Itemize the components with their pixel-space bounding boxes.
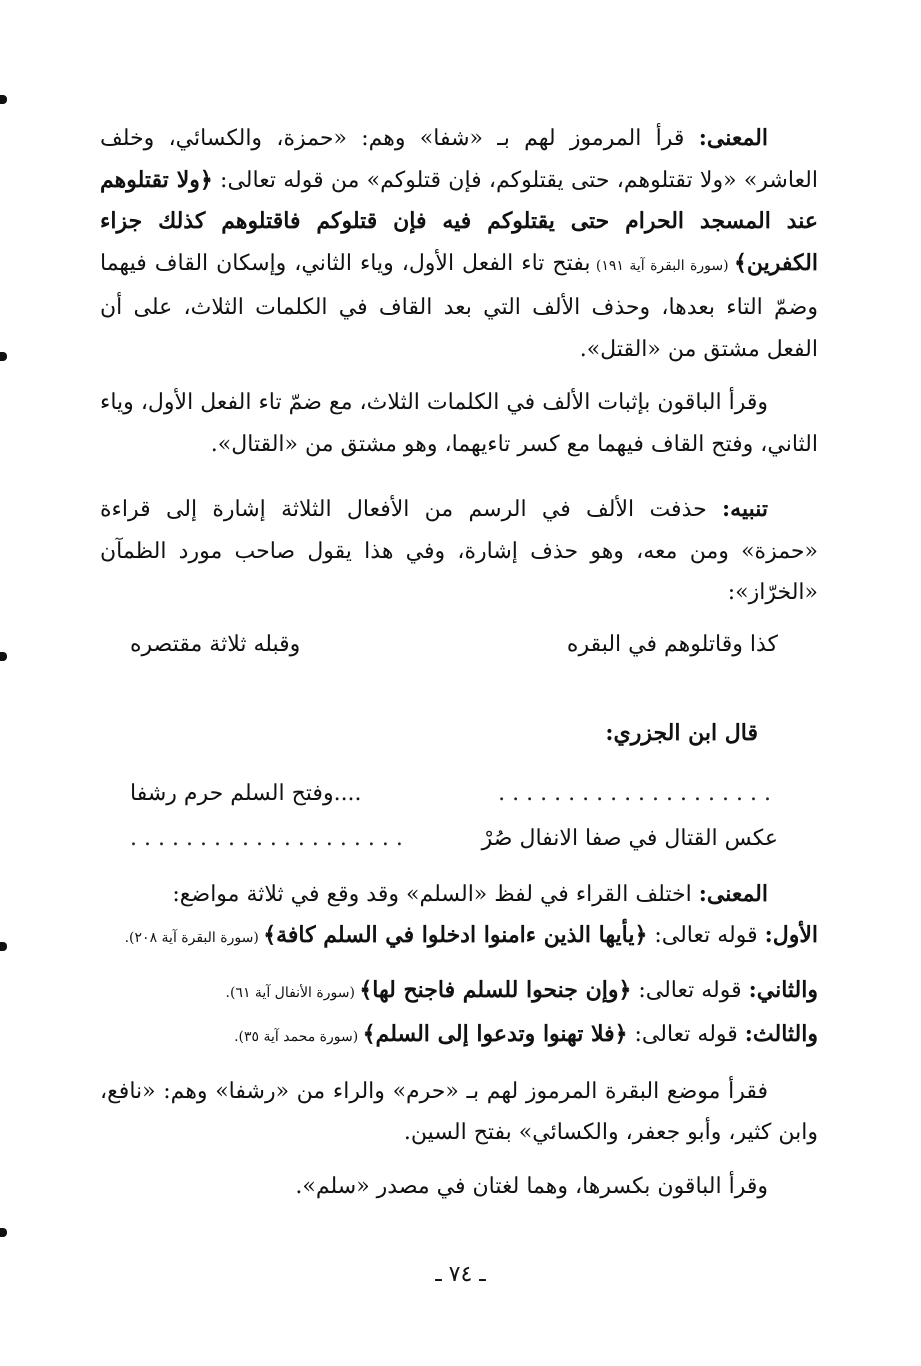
poem-hemistich-left: وقبله ثلاثة مقتصره bbox=[130, 631, 301, 657]
occurrence-label: والثالث: bbox=[744, 1021, 818, 1047]
note-label: تنبيه: bbox=[722, 496, 768, 522]
section-heading: قال ابن الجزري: bbox=[605, 720, 758, 746]
ellipsis-dots: .................... bbox=[130, 826, 410, 851]
quran-verse: ﴿ولا تقتلوهم عند المسجد الحرام حتى يقتلوكم فيه فإن قتلوكم فاقتلوهم كذلك جزاء الكفرين﴾ bbox=[100, 166, 818, 276]
third-occurrence bbox=[100, 1014, 818, 1059]
note-text: حذفت الألف في الرسم من الأفعال الثلاثة إشارة إلى قراءة «حمزة» ومن معه، وهو حذف إشارة، وفي هذا يقول صاحب مورد الظمآن «الخرّاز»: bbox=[100, 497, 818, 605]
paragraph-text: بفتح تاء الفعل الأول، وياء الثاني، وإسكان القاف فيهما وضمّ التاء بعدها، وحذف الألف التي بعد القاف في الكلمات الثلاث، على أن الفعل مشتق من «القتل». bbox=[100, 250, 818, 362]
paragraph-meaning-1 bbox=[100, 118, 818, 370]
poem-hemistich-right: كذا وقاتلوهم في البقره bbox=[566, 631, 778, 657]
paragraph-text: قرأ المرموز لهم بـ «شفا» وهم: «حمزة، والكسائي، وخلف العاشر» «ولا تقتلوهم، حتى يقتلوكم، فإن قتلوكم» من قوله تعالى: bbox=[100, 126, 818, 193]
poem-line-1 bbox=[100, 773, 818, 815]
paragraph-text: اختلف القراء في لفظ «السلم» وقد وقع في ثلاثة مواضع: bbox=[172, 881, 699, 907]
quran-verse: ﴿يأيها الذين ءامنوا ادخلوا في السلم كافة﴾ bbox=[263, 922, 648, 948]
occurrence-text: قوله تعالى: bbox=[647, 923, 765, 948]
paragraph-others: وقرأ الباقون بإثبات الألف في الكلمات الثلاث، مع ضمّ تاء الفعل الأول، وياء الثاني، وفتح القاف فيهما مع كسر تاءيهما، وهو مشتق من «القتال». bbox=[100, 390, 818, 457]
verse-reference: (سورة محمد آية ٣٥). bbox=[234, 1029, 363, 1045]
meaning-label: المعنى: bbox=[698, 125, 768, 151]
poem-line-2 bbox=[100, 818, 818, 860]
ellipsis-dots: .................... bbox=[498, 780, 778, 806]
meaning-label: المعنى: bbox=[698, 880, 768, 907]
poem-hemistich-right: عكس القتال في صفا الانفال صُرْ bbox=[481, 826, 778, 851]
verse-reference: (سورة الأنفال آية ٦١). bbox=[225, 984, 360, 1001]
occurrence-label: والثاني: bbox=[748, 976, 818, 1003]
paragraph-readers: فقرأ موضع البقرة المرموز لهم بـ «حرم» والراء من «رشفا» وهم: «نافع، وابن كثير، وأبو جعفر، والكسائي» بفتح السين. bbox=[100, 1078, 818, 1145]
verse-reference: (سورة البقرة آية ١٩١) bbox=[590, 257, 734, 274]
second-occurrence bbox=[100, 970, 818, 1015]
poem-verse bbox=[100, 624, 818, 666]
first-occurrence bbox=[100, 915, 818, 960]
occurrence-text: قوله تعالى: bbox=[631, 977, 749, 1003]
paragraph-note bbox=[100, 489, 818, 614]
quran-verse: ﴿فلا تهنوا وتدعوا إلى السلم﴾ bbox=[362, 1021, 628, 1047]
margin-mark bbox=[0, 652, 7, 661]
quran-verse: ﴿وإن جنحوا للسلم فاجنح لها﴾ bbox=[359, 976, 632, 1003]
occurrence-label: الأول: bbox=[764, 922, 818, 948]
poem-hemistich-left: ....وفتح السلم حرم رشفا bbox=[130, 780, 362, 806]
paragraph-meaning-2 bbox=[100, 874, 818, 916]
paragraph-remaining: وقرأ الباقون بكسرها، وهما لغتان في مصدر «سلم». bbox=[295, 1173, 768, 1199]
margin-mark bbox=[0, 942, 7, 951]
page-number: ـ ٧٤ ـ bbox=[435, 1262, 486, 1287]
margin-mark bbox=[0, 95, 7, 104]
margin-mark bbox=[0, 1228, 7, 1237]
verse-reference: (سورة البقرة آية ٢٠٨). bbox=[124, 930, 264, 946]
page-body bbox=[100, 118, 818, 1207]
occurrence-text: قوله تعالى: bbox=[627, 1022, 745, 1047]
margin-mark bbox=[0, 352, 7, 361]
